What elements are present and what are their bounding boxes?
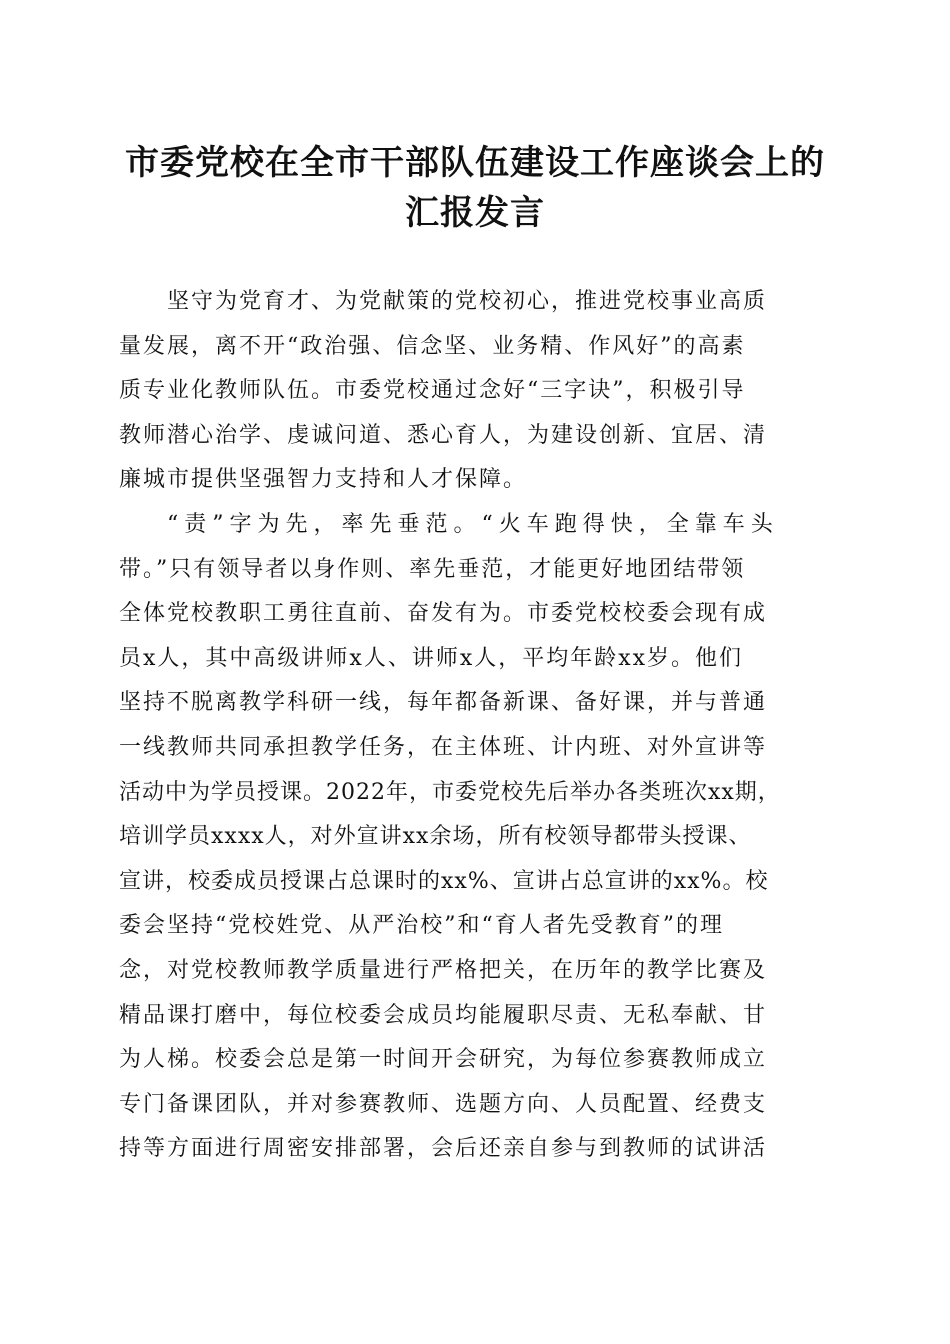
text-line: 一线教师共同承担教学任务，在主体班、计内班、对外宣讲等 [119,734,768,760]
document-body [119,280,831,1172]
text-line: 廉城市提供坚强智力支持和人才保障。 [119,467,528,493]
text-line: 活动中为学员授课。2022年，市委党校先后举办各类班次xx期， [119,779,781,805]
text-line: 专门备课团队，并对参赛教师、选题方向、人员配置、经费支 [119,1091,768,1117]
text-line: 质专业化教师队伍。市委党校通过念好“三字诀”，积极引导 [119,378,746,404]
text-line: “责”字为先，率先垂范。“火车跑得快，全靠车头 [167,511,779,537]
text-line: 宣讲，校委成员授课占总课时的xx%、宣讲占总宣讲的xx%。校 [119,868,769,894]
text-line: 念，对党校教师教学质量进行严格把关，在历年的教学比赛及 [119,957,768,983]
text-line: 带。”只有领导者以身作则、率先垂范，才能更好地团结带领 [119,556,746,582]
text-line: 培训学员xxxx人，对外宣讲xx余场，所有校领导都带头授课、 [119,824,752,850]
text-line: 为人梯。校委会总是第一时间开会研究，为每位参赛教师成立 [119,1047,768,1073]
text-line: 坚持不脱离教学科研一线，每年都备新课、备好课，并与普通 [119,690,768,716]
text-line: 坚守为党育才、为党献策的党校初心，推进党校事业高质 [167,289,768,314]
text-line: 委会坚持“党校姓党、从严治校”和“育人者先受教育”的理 [119,913,724,939]
text-line: 精品课打磨中，每位校委会成员均能履职尽责、无私奉献、甘 [119,1002,768,1028]
text-line: 教师潜心治学、虔诚问道、悉心育人，为建设创新、宜居、清 [119,422,768,448]
paragraph-2 [119,503,831,1172]
text-line: 全体党校教职工勇往直前、奋发有为。市委党校校委会现有成 [119,601,768,627]
text-line: 员x人，其中高级讲师x人、讲师x人，平均年龄xx岁。他们 [119,645,744,671]
title-line-2: 汇报发言 [405,193,545,233]
document-title [95,138,855,238]
text-line: 量发展，离不开“政治强、信念坚、业务精、作风好”的高素 [119,333,746,359]
paragraph-1 [119,280,831,503]
text-line: 持等方面进行周密安排部署，会后还亲自参与到教师的试讲活 [119,1136,768,1162]
title-line-1: 市委党校在全市干部队伍建设工作座谈会上的 [125,143,825,183]
